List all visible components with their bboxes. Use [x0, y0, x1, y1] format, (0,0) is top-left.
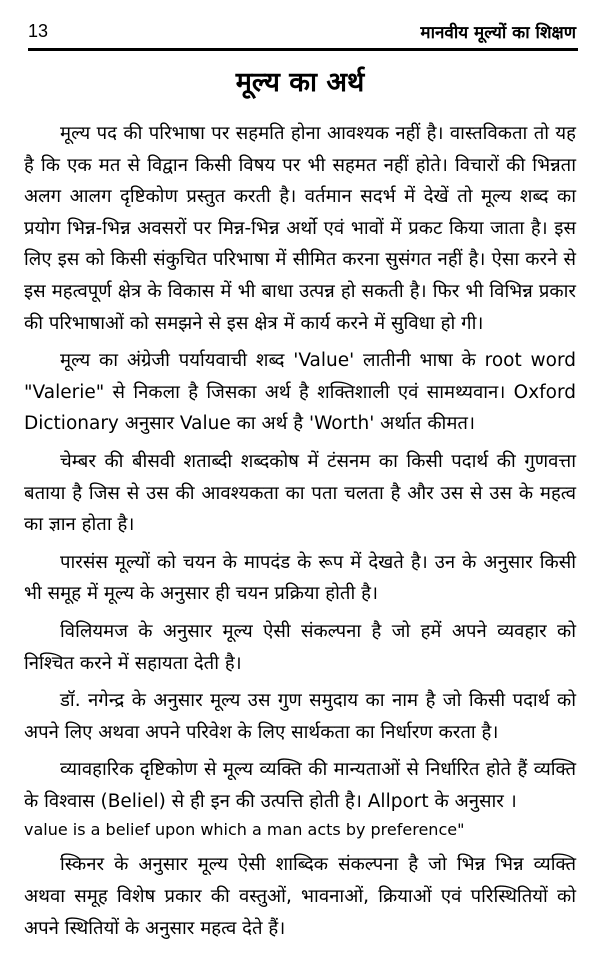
- paragraph-3: चेम्बर की बीसवी शताब्दी शब्दकोष में टंसनम का किसी पदार्थ की गुणवत्ता बताया है जिस से उस की आवश्यकता का पता चलता है और उस से उस के महत्व का ज्ञान होता है।: [24, 450, 576, 536]
- header-rule: [28, 48, 578, 51]
- page-number: 13: [28, 20, 49, 41]
- page-header: [28, 16, 576, 46]
- paragraph-8: स्किनर के अनुसार मूल्य ऐसी शाब्दिक संकल्पना है जो भिन्न भिन्न व्यक्ति अथवा समूह विशेष प्रकार की वस्तुओं, भावनाओं, क्रियाओं एवं परिस्थितियों को अपने स्थितियों के अनुसार महत्व देते हैं।: [24, 854, 576, 939]
- paragraph-4: पारसंस मूल्यों को चयन के मापदंड के रूप में देखते है। उन के अनुसार किसी भी समूह में मूल्य के अनुसार ही चयन प्रक्रिया होती है।: [24, 551, 576, 605]
- paragraph-7: व्यावहारिक दृष्टिकोण से मूल्य व्यक्ति की मान्यताओं से निर्धारित होते हैं व्यक्ति के विश्वास (Beliel) से ही इन की उत्पत्ति होती है। Allport के अनुसार ।: [24, 759, 576, 812]
- body-text: [24, 118, 576, 950]
- paragraph-2: मूल्य का अंग्रेजी पर्यायवाची शब्द 'Value' लातीनी भाषा के root word "Valerie" से निकला है जिसका अर्थ है शक्तिशाली एवं सामथ्यवान। Oxford Dictionary अनुसार Value का अर्थ है 'Worth' अर्थात कीमत।: [24, 350, 576, 435]
- paragraph-6: डॉ. नगेन्द्र के अनुसार मूल्य उस गुण समुदाय का नाम है जो किसी पदार्थ को अपने लिए अथवा अपने परिवेश के लिए सार्थकता का निर्धारण करता है।: [24, 690, 576, 743]
- allport-quote: value is a belief upon which a man acts by preference": [24, 820, 465, 840]
- paragraph-1: मूल्य पद की परिभाषा पर सहमति होना आवश्यक नहीं है। वास्तविकता तो यह है कि एक मत से विद्वान किसी विषय पर भी सहमत नहीं होते। विचारों की भिन्नता अलग आलग दृष्टिकोण प्रस्तुत करती है। वर्तमान सदर्भ में देखें तो मूल्य शब्द का प्रयोग भिन्न-भिन्न अवसरों पर मिन्न-भिन्न अर्थो एवं भावों में प्रकट किया जाता है। इस लिए इस को किसी संकुचित परिभाषा में सीमित करना सुसंगत नहीं है। ऐसा करने से इस महत्वपूर्ण क्षेत्र के विकास में भी बाधा उत्पन्न हो सकती है। फिर भी विभिन्न प्रकार की परिभाषाओं को समझने से इस क्षेत्र में कार्य करने में सुविधा हो गी।: [24, 123, 576, 334]
- paragraph-5: विलियमज के अनुसार मूल्य ऐसी संकल्पना है जो हमें अपने व्यवहार को निश्चित करने में सहायता देती है।: [24, 620, 576, 674]
- section-title: मूल्य का अर्थ: [235, 67, 365, 98]
- running-title: मानवीय मूल्यों का शिक्षण: [420, 22, 576, 43]
